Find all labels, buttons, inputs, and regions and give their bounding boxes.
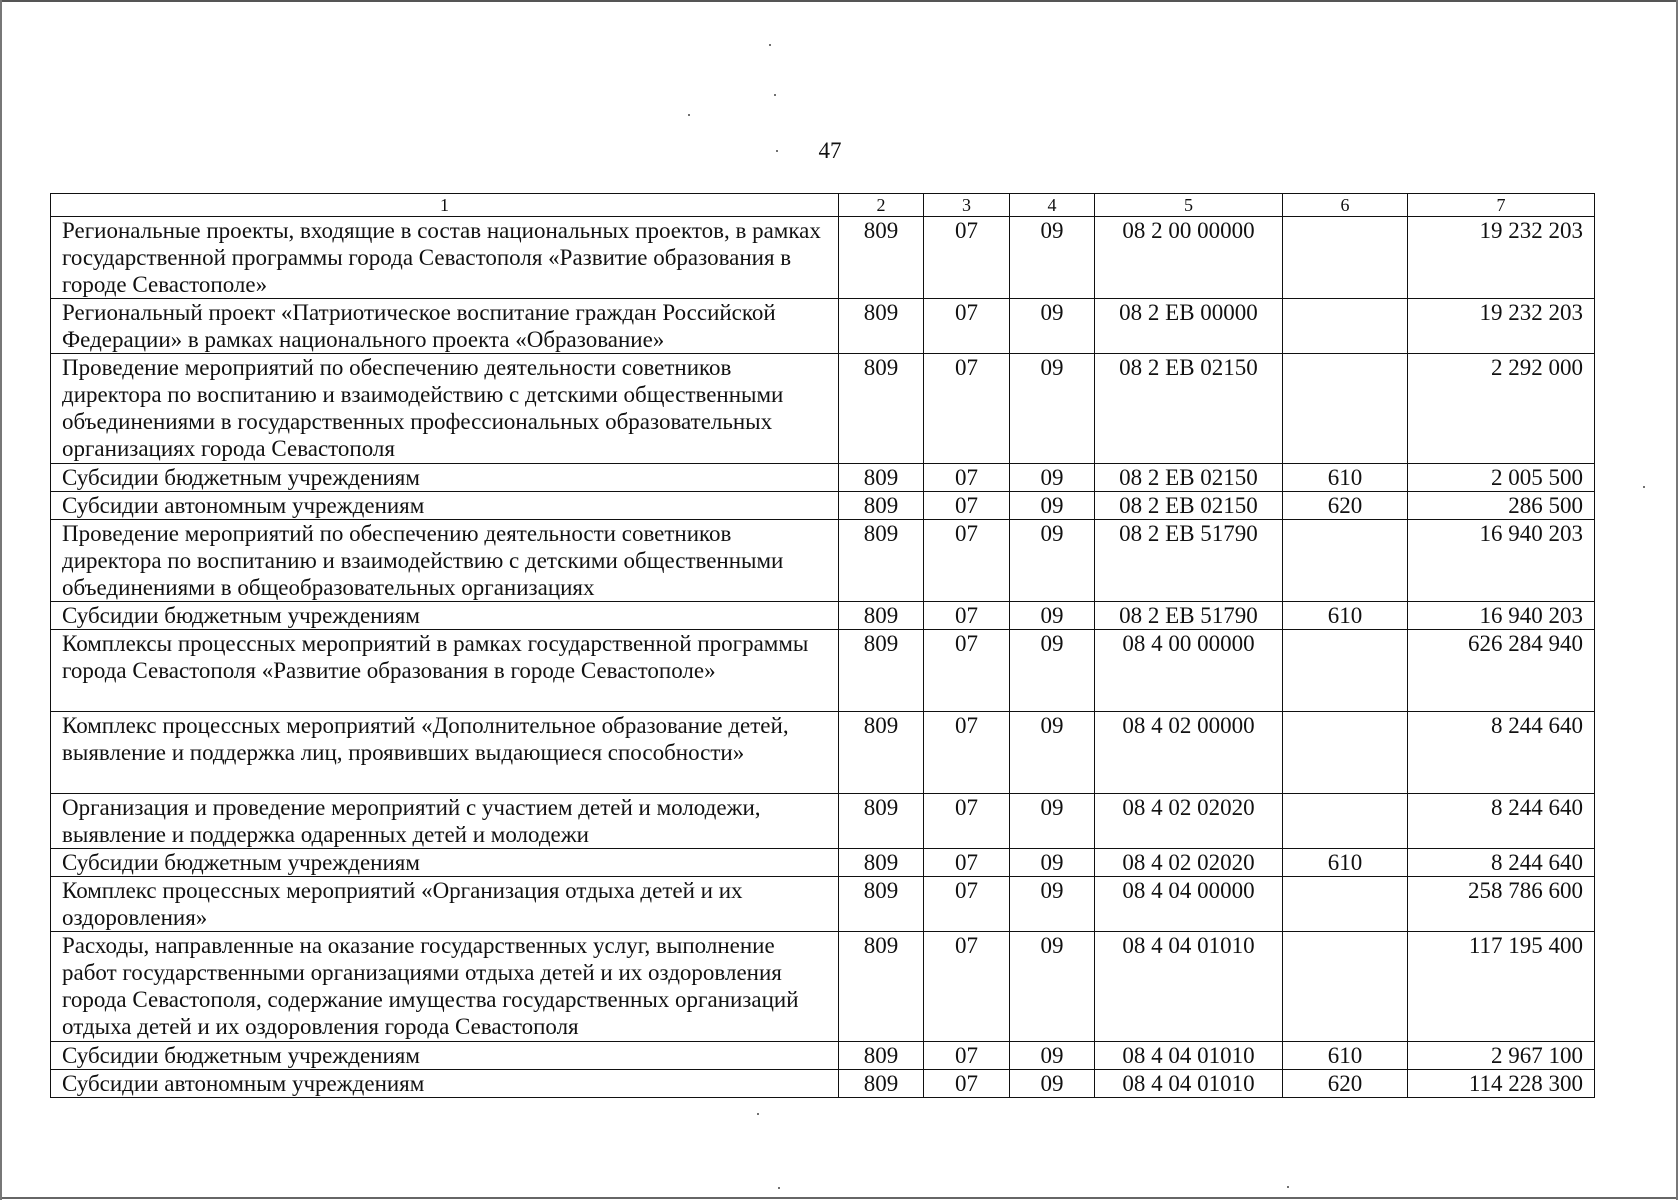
- subsection-code: 09: [1010, 520, 1095, 602]
- section-code: 07: [924, 602, 1010, 630]
- table-row: [51, 932, 1595, 1042]
- expense-name: Проведение мероприятий по обеспечению деятельности советников директора по воспитанию и взаимодействию с детскими общественными объединениями в государственных профессиональных образовательных организациях города Севастополя: [51, 354, 839, 464]
- subsection-code: 09: [1010, 602, 1095, 630]
- subsection-code: 09: [1010, 217, 1095, 299]
- column-number: 2: [839, 194, 924, 217]
- column-number: 4: [1010, 194, 1095, 217]
- expense-name: Комплекс процессных мероприятий «Организация отдыха детей и их оздоровления»: [51, 877, 839, 932]
- amount: 626 284 940: [1408, 630, 1595, 712]
- expense-type-code: [1283, 794, 1408, 849]
- ministry-code: 809: [839, 849, 924, 877]
- target-article-code: 08 4 04 01010: [1095, 1070, 1283, 1098]
- expense-name: Субсидии бюджетным учреждениям: [51, 602, 839, 630]
- subsection-code: 09: [1010, 354, 1095, 464]
- budget-table: [50, 193, 1595, 1098]
- target-article-code: 08 4 04 01010: [1095, 932, 1283, 1042]
- amount: 114 228 300: [1408, 1070, 1595, 1098]
- target-article-code: 08 2 EB 02150: [1095, 464, 1283, 492]
- amount: 2 005 500: [1408, 464, 1595, 492]
- target-article-code: 08 4 02 00000: [1095, 712, 1283, 794]
- table-row: [51, 354, 1595, 464]
- subsection-code: 09: [1010, 630, 1095, 712]
- expense-name: Субсидии бюджетным учреждениям: [51, 849, 839, 877]
- page-number: 47: [818, 138, 842, 163]
- amount: 286 500: [1408, 492, 1595, 520]
- expense-type-code: [1283, 299, 1408, 354]
- ministry-code: 809: [839, 520, 924, 602]
- expense-type-code: [1283, 712, 1408, 794]
- column-number: 7: [1408, 194, 1595, 217]
- table-row: [51, 520, 1595, 602]
- table-row: [51, 299, 1595, 354]
- section-code: 07: [924, 492, 1010, 520]
- ministry-code: 809: [839, 877, 924, 932]
- ministry-code: 809: [839, 1042, 924, 1070]
- amount: 8 244 640: [1408, 794, 1595, 849]
- expense-name: Расходы, направленные на оказание государственных услуг, выполнение работ государственными организациями отдыха детей и их оздоровления города Севастополя, содержание имущества государственных организаций отдыха детей и их оздоровления города Севастополя: [51, 932, 839, 1042]
- expense-type-code: [1283, 877, 1408, 932]
- target-article-code: 08 4 02 02020: [1095, 849, 1283, 877]
- expense-name: Проведение мероприятий по обеспечению деятельности советников директора по воспитанию и взаимодействию с детскими общественными объединениями в общеобразовательных организациях: [51, 520, 839, 602]
- subsection-code: 09: [1010, 932, 1095, 1042]
- section-code: 07: [924, 877, 1010, 932]
- expense-name: Комплексы процессных мероприятий в рамках государственной программы города Севастополя «Развитие образования в городе Севастополе»: [51, 630, 839, 712]
- amount: 16 940 203: [1408, 520, 1595, 602]
- expense-name: Региональный проект «Патриотическое воспитание граждан Российской Федерации» в рамках национального проекта «Образование»: [51, 299, 839, 354]
- amount: 258 786 600: [1408, 877, 1595, 932]
- ministry-code: 809: [839, 602, 924, 630]
- ministry-code: 809: [839, 464, 924, 492]
- expense-type-code: [1283, 520, 1408, 602]
- ministry-code: 809: [839, 217, 924, 299]
- section-code: 07: [924, 354, 1010, 464]
- target-article-code: 08 2 00 00000: [1095, 217, 1283, 299]
- target-article-code: 08 2 EB 02150: [1095, 354, 1283, 464]
- amount: 117 195 400: [1408, 932, 1595, 1042]
- target-article-code: 08 2 EB 51790: [1095, 602, 1283, 630]
- amount: 2 292 000: [1408, 354, 1595, 464]
- ministry-code: 809: [839, 354, 924, 464]
- section-code: 07: [924, 464, 1010, 492]
- column-number: 5: [1095, 194, 1283, 217]
- target-article-code: 08 2 EB 00000: [1095, 299, 1283, 354]
- table-row: [51, 877, 1595, 932]
- subsection-code: 09: [1010, 492, 1095, 520]
- expense-name: Комплекс процессных мероприятий «Дополнительное образование детей, выявление и поддержка лиц, проявивших выдающиеся способности»: [51, 712, 839, 794]
- subsection-code: 09: [1010, 712, 1095, 794]
- column-number: 6: [1283, 194, 1408, 217]
- section-code: 07: [924, 712, 1010, 794]
- expense-type-code: [1283, 217, 1408, 299]
- table-row: [51, 712, 1595, 794]
- subsection-code: 09: [1010, 1070, 1095, 1098]
- subsection-code: 09: [1010, 299, 1095, 354]
- ministry-code: 809: [839, 299, 924, 354]
- amount: 16 940 203: [1408, 602, 1595, 630]
- expense-name: Субсидии автономным учреждениям: [51, 1070, 839, 1098]
- expense-type-code: [1283, 630, 1408, 712]
- expense-type-code: 610: [1283, 849, 1408, 877]
- ministry-code: 809: [839, 932, 924, 1042]
- section-code: 07: [924, 299, 1010, 354]
- section-code: 07: [924, 1042, 1010, 1070]
- ministry-code: 809: [839, 492, 924, 520]
- amount: 8 244 640: [1408, 712, 1595, 794]
- column-number-row: [51, 194, 1595, 217]
- expense-type-code: 610: [1283, 602, 1408, 630]
- section-code: 07: [924, 932, 1010, 1042]
- subsection-code: 09: [1010, 464, 1095, 492]
- expense-name: Субсидии бюджетным учреждениям: [51, 464, 839, 492]
- subsection-code: 09: [1010, 794, 1095, 849]
- ministry-code: 809: [839, 1070, 924, 1098]
- ministry-code: 809: [839, 630, 924, 712]
- column-number: 1: [51, 194, 839, 217]
- table-row: [51, 794, 1595, 849]
- table-row: [51, 217, 1595, 299]
- table-row: [51, 849, 1595, 877]
- section-code: 07: [924, 630, 1010, 712]
- target-article-code: 08 4 00 00000: [1095, 630, 1283, 712]
- subsection-code: 09: [1010, 877, 1095, 932]
- expense-name: Организация и проведение мероприятий с участием детей и молодежи, выявление и поддержка одаренных детей и молодежи: [51, 794, 839, 849]
- table-row: [51, 602, 1595, 630]
- section-code: 07: [924, 794, 1010, 849]
- scan-border-top: [0, 0, 1678, 2]
- expense-name: Субсидии автономным учреждениям: [51, 492, 839, 520]
- table-row: [51, 492, 1595, 520]
- expense-type-code: 610: [1283, 464, 1408, 492]
- ministry-code: 809: [839, 794, 924, 849]
- section-code: 07: [924, 520, 1010, 602]
- amount: 19 232 203: [1408, 217, 1595, 299]
- target-article-code: 08 2 EB 51790: [1095, 520, 1283, 602]
- section-code: 07: [924, 217, 1010, 299]
- subsection-code: 09: [1010, 1042, 1095, 1070]
- expense-type-code: 620: [1283, 1070, 1408, 1098]
- table-row: [51, 630, 1595, 712]
- table-row: [51, 1042, 1595, 1070]
- scan-border-bottom: [0, 1197, 1678, 1199]
- ministry-code: 809: [839, 712, 924, 794]
- expense-type-code: 610: [1283, 1042, 1408, 1070]
- expense-name: Субсидии бюджетным учреждениям: [51, 1042, 839, 1070]
- amount: 2 967 100: [1408, 1042, 1595, 1070]
- expense-type-code: [1283, 354, 1408, 464]
- target-article-code: 08 4 04 00000: [1095, 877, 1283, 932]
- subsection-code: 09: [1010, 849, 1095, 877]
- table-row: [51, 1070, 1595, 1098]
- section-code: 07: [924, 849, 1010, 877]
- table-row: [51, 464, 1595, 492]
- target-article-code: 08 4 02 02020: [1095, 794, 1283, 849]
- column-number: 3: [924, 194, 1010, 217]
- section-code: 07: [924, 1070, 1010, 1098]
- target-article-code: 08 2 EB 02150: [1095, 492, 1283, 520]
- amount: 8 244 640: [1408, 849, 1595, 877]
- amount: 19 232 203: [1408, 299, 1595, 354]
- expense-type-code: 620: [1283, 492, 1408, 520]
- target-article-code: 08 4 04 01010: [1095, 1042, 1283, 1070]
- expense-name: Региональные проекты, входящие в состав национальных проектов, в рамках государственной программы города Севастополя «Развитие образования в городе Севастополе»: [51, 217, 839, 299]
- scan-border-left: [0, 0, 2, 1200]
- expense-type-code: [1283, 932, 1408, 1042]
